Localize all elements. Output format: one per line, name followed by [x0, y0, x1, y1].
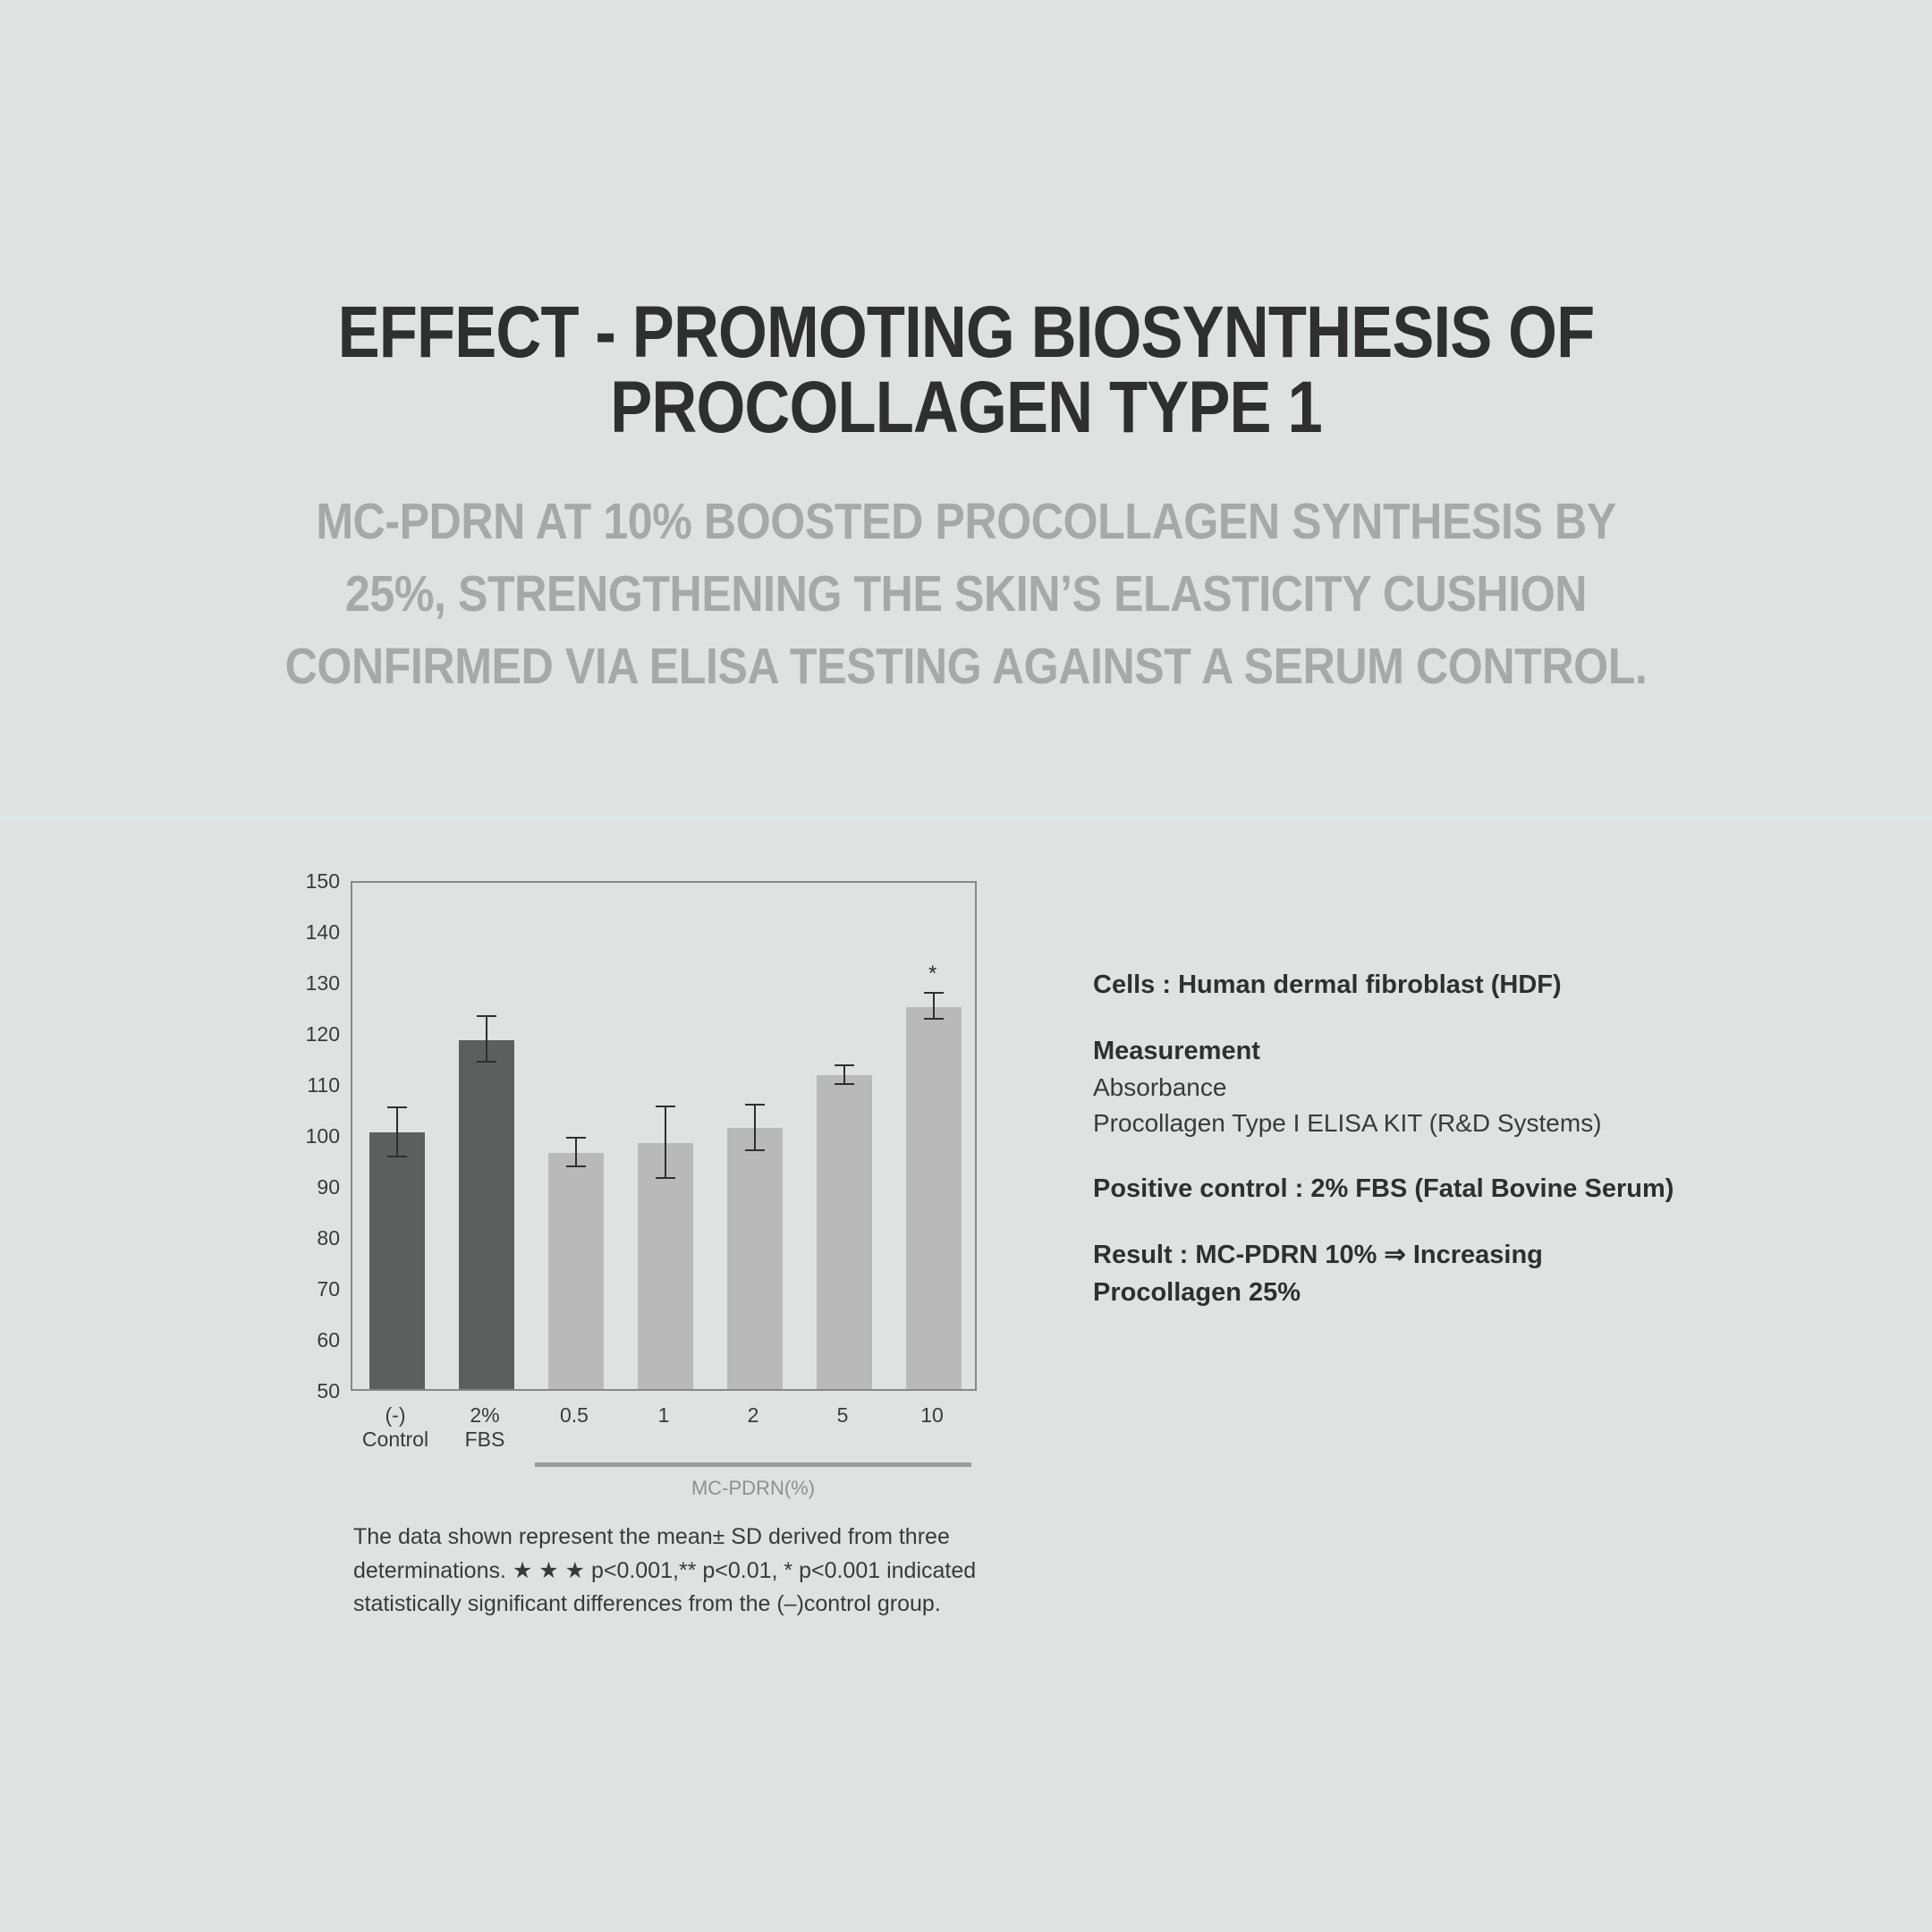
title-line-1: EFFECT - PROMOTING BIOSYNTHESIS OF	[337, 292, 1595, 373]
y-axis-tick: 90	[317, 1175, 340, 1199]
info-result-line2: Procollagen 25%	[1093, 1277, 1301, 1307]
error-bar	[754, 1106, 756, 1151]
title-line-2: PROCOLLAGEN TYPE 1	[610, 366, 1322, 448]
error-bar-cap	[387, 1106, 407, 1108]
chart-caption: The data shown represent the mean± SD derived from three determinations. ★ ★ ★ p<0.001,** p<0.01, * p<0.001 indicated statistically significant differences from the (–)control group.	[353, 1524, 977, 1616]
info-positive-control	[1093, 1170, 1773, 1208]
error-bar	[843, 1066, 845, 1085]
info-positive-control-text: Positive control : 2% FBS (Fatal Bovine Serum)	[1093, 1174, 1674, 1203]
page-title	[274, 292, 1658, 448]
x-axis-tick: (-) Control	[361, 1403, 429, 1452]
page-header	[0, 0, 1932, 703]
error-bar	[665, 1107, 666, 1179]
page-subtitle	[258, 486, 1674, 703]
chart-figure	[268, 869, 1073, 1499]
chart-plot-area	[351, 881, 977, 1391]
subtitle-line-3: CONFIRMED VIA ELISA TESTING AGAINST A SERUM CONTROL.	[284, 638, 1648, 696]
x-axis-tick: 10	[920, 1403, 944, 1427]
group-range-bar	[535, 1462, 971, 1467]
error-bar-cap	[924, 992, 944, 994]
info-measurement-line1: Absorbance	[1093, 1073, 1227, 1102]
subtitle-line-2: 25%, STRENGTHENING THE SKIN’S ELASTICITY CUSHION	[344, 565, 1588, 623]
bar-rect	[459, 1040, 514, 1389]
info-cells	[1093, 966, 1773, 1004]
error-bar	[575, 1139, 577, 1167]
info-cells-text: Cells : Human dermal fibroblast (HDF)	[1093, 970, 1562, 999]
error-bar	[486, 1017, 487, 1063]
bar	[727, 879, 783, 1389]
error-bar-cap	[835, 1064, 854, 1066]
bar	[459, 879, 514, 1389]
bar-rect	[369, 1132, 425, 1389]
x-axis-tick: 0.5	[560, 1403, 589, 1427]
x-axis-tick: 1	[657, 1403, 670, 1427]
bar-chart	[268, 869, 1073, 1499]
error-bar-cap	[656, 1106, 675, 1107]
y-axis-tick: 120	[305, 1022, 340, 1046]
bar	[906, 879, 962, 1389]
x-axis-label: MC-PDRN(%)	[691, 1477, 816, 1499]
y-axis-tick: 110	[307, 1073, 340, 1097]
error-bar-cap	[387, 1156, 407, 1157]
bar	[369, 879, 425, 1389]
error-bar	[933, 994, 935, 1021]
x-axis-tick: 2% FBS	[464, 1403, 505, 1452]
error-bar-cap	[835, 1083, 854, 1085]
y-axis-tick: 100	[305, 1124, 340, 1148]
info-measurement-title: Measurement	[1093, 1037, 1260, 1066]
info-result-line1: Result : MC-PDRN 10% ⇒ Increasing	[1093, 1240, 1543, 1269]
y-axis-tick: 70	[317, 1277, 340, 1301]
y-axis-tick: 60	[317, 1328, 340, 1352]
bar-rect	[727, 1128, 783, 1389]
subtitle-line-1: MC-PDRN AT 10% BOOSTED PROCOLLAGEN SYNTHESIS BY	[316, 493, 1616, 551]
info-measurement	[1093, 1032, 1773, 1141]
bar	[548, 879, 604, 1389]
error-bar-cap	[745, 1104, 765, 1106]
error-bar-cap	[566, 1137, 586, 1139]
section-divider	[0, 816, 1932, 821]
y-axis-tick: 140	[305, 920, 340, 944]
error-bar-cap	[477, 1061, 496, 1063]
error-bar-cap	[566, 1165, 586, 1167]
error-bar-cap	[924, 1018, 944, 1020]
error-bar-cap	[477, 1015, 496, 1017]
error-bar	[396, 1108, 398, 1157]
y-axis-tick: 130	[305, 971, 340, 995]
info-measurement-line2: Procollagen Type I ELISA KIT (R&D Systems)	[1093, 1108, 1602, 1137]
error-bar-cap	[656, 1177, 675, 1179]
bar-rect	[817, 1075, 872, 1389]
bar	[638, 879, 693, 1389]
y-axis-tick: 80	[317, 1226, 340, 1250]
bar-rect	[548, 1153, 604, 1389]
error-bar-cap	[745, 1149, 765, 1151]
x-axis-tick: 5	[836, 1403, 849, 1427]
bar	[817, 879, 872, 1389]
y-axis-tick: 150	[305, 869, 340, 893]
info-result	[1093, 1236, 1773, 1311]
bar-rect	[906, 1007, 962, 1390]
y-axis-tick: 50	[317, 1379, 340, 1402]
x-axis-tick: 2	[747, 1403, 759, 1427]
bar-rect	[638, 1143, 693, 1389]
significance-marker: *	[928, 961, 937, 986]
info-panel	[1093, 966, 1773, 1340]
